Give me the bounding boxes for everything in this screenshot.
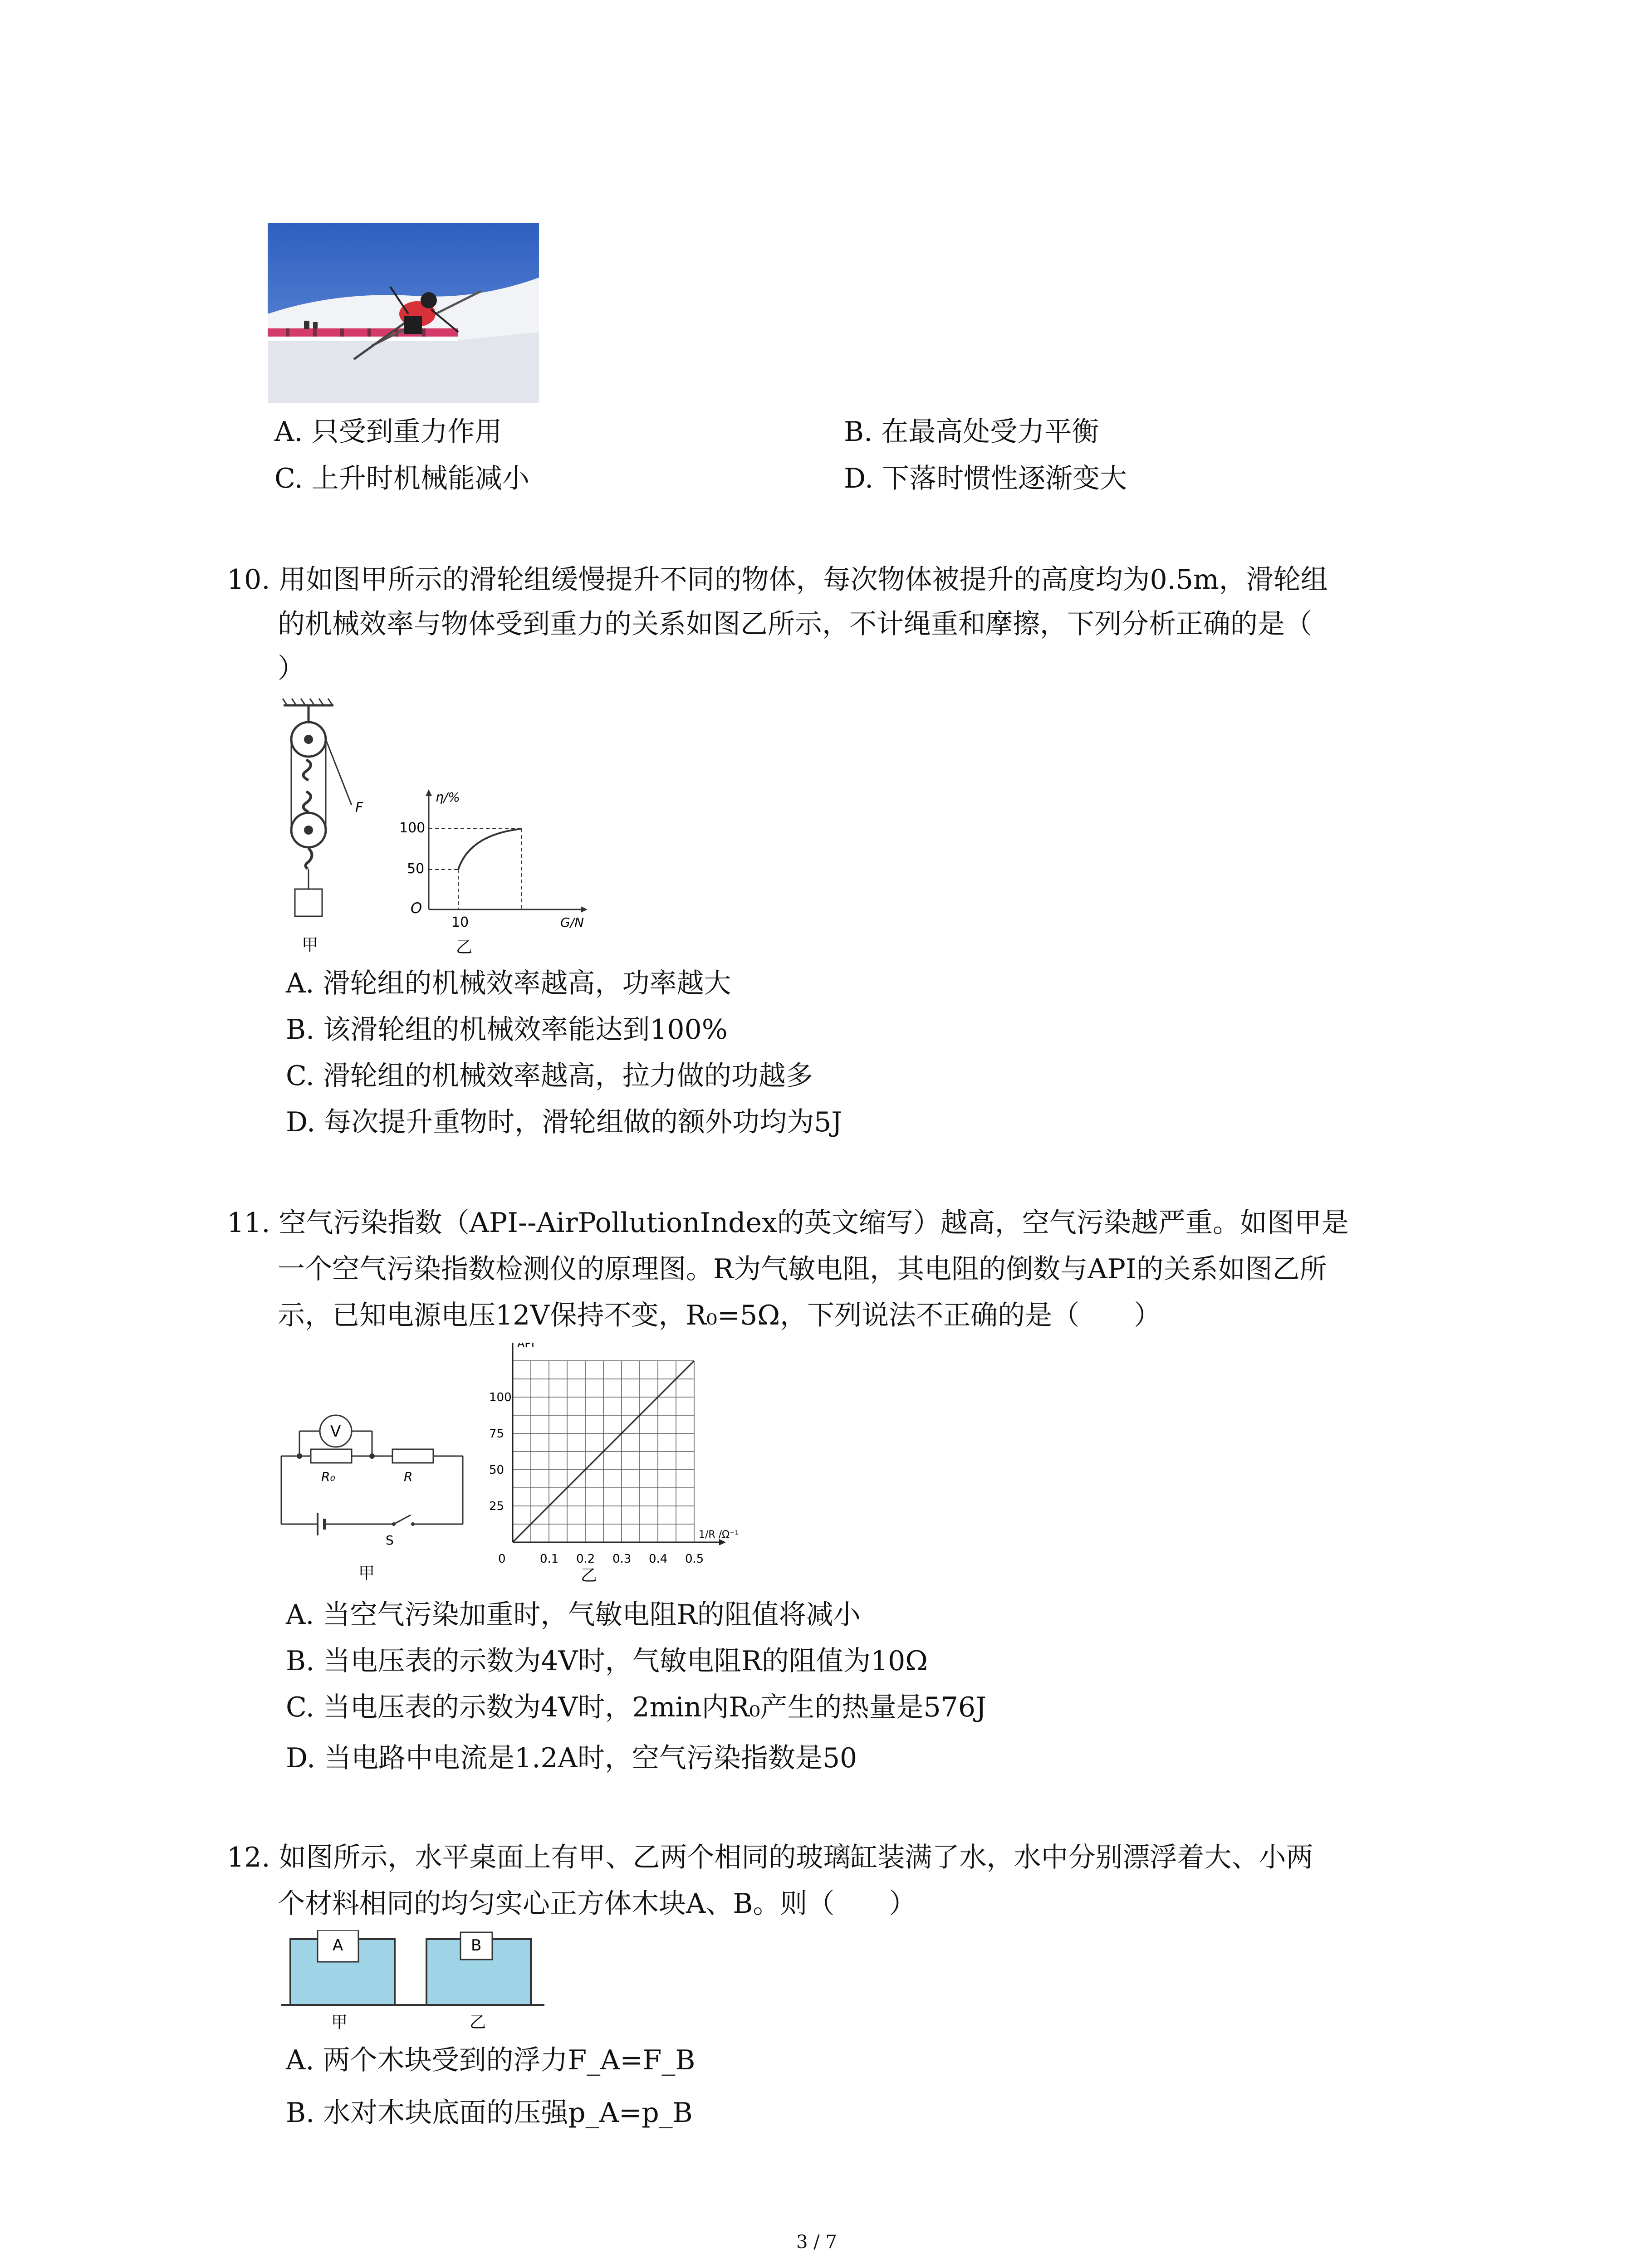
- q9-option-a: A. 只受到重力作用: [274, 416, 502, 448]
- r0-label: R₀: [321, 1469, 335, 1484]
- y-tick-label: 25: [489, 1500, 505, 1513]
- x-tick-10: 10: [451, 914, 469, 930]
- api-circuit-diagram: [281, 1415, 463, 1583]
- api-axis-label: API: [517, 1343, 534, 1350]
- q10-stem-line2: 的机械效率与物体受到重力的关系如图乙所示，不计绳重和摩擦，下列分析正确的是（: [278, 608, 1312, 640]
- pulley-system-diagram: [283, 699, 363, 954]
- q10-label-jia: 甲: [302, 936, 318, 954]
- origin-label: O: [411, 899, 422, 917]
- block-a-label: A: [333, 1936, 343, 1955]
- y-tick-label: 0: [498, 1552, 506, 1566]
- q12-option-a: A. 两个木块受到的浮力F_A=F_B: [286, 2044, 696, 2076]
- y-tick-label: 50: [489, 1463, 505, 1477]
- q11-figure-svg: [272, 1343, 771, 1597]
- x-tick-label: 0.2: [576, 1552, 595, 1566]
- q11-option-b: B. 当电压表的示数为4V时，气敏电阻R的阻值为10Ω: [286, 1645, 928, 1677]
- y-tick-label: 100: [489, 1391, 512, 1404]
- tank-jia: [290, 1930, 395, 2032]
- x-tick-label: 0.5: [685, 1552, 704, 1566]
- x-axis-label: 1/R /Ω⁻¹: [699, 1529, 739, 1540]
- q10-option-d: D. 每次提升重物时，滑轮组做的额外功均为5J: [286, 1106, 843, 1138]
- eta-axis-label: η/%: [436, 790, 460, 805]
- q10-label-yi: 乙: [456, 938, 473, 957]
- q10-option-a: A. 滑轮组的机械效率越高，功率越大: [286, 968, 731, 999]
- resistor-r0: [311, 1449, 352, 1463]
- skier-photo: [268, 223, 539, 403]
- q10-stem-line1: 10. 用如图甲所示的滑轮组缓慢提升不同的物体，每次物体被提升的高度均为0.5m，滑轮组: [227, 564, 1328, 596]
- efficiency-curve: [458, 829, 522, 870]
- q12-figure-svg: [281, 1930, 554, 2034]
- q10-option-c: C. 滑轮组的机械效率越高，拉力做的功越多: [286, 1060, 813, 1092]
- q10-figure-svg: [274, 696, 592, 964]
- q10-option-b: B. 该滑轮组的机械效率能达到100%: [286, 1014, 728, 1046]
- q12-label-yi: 乙: [470, 2013, 486, 2032]
- q11-figure: [272, 1343, 771, 1597]
- block-b-label: B: [471, 1936, 482, 1955]
- tank-yi: [426, 1932, 531, 2032]
- switch: [394, 1515, 411, 1524]
- y-tick-100: 100: [399, 820, 426, 836]
- api-chart: [489, 1343, 739, 1585]
- r-label: R: [404, 1469, 413, 1484]
- resistor-r: [392, 1449, 433, 1463]
- y-tick-50: 50: [407, 861, 425, 877]
- q12-figure: [281, 1930, 554, 2034]
- q10-stem-line3: ）: [278, 653, 305, 684]
- q11-label-jia: 甲: [358, 1564, 375, 1583]
- x-tick-label: 0.1: [540, 1552, 559, 1566]
- q9-option-d: D. 下落时惯性逐渐变大: [844, 463, 1127, 494]
- q11-stem-line2: 一个空气污染指数检测仪的原理图。R为气敏电阻，其电阻的倒数与API的关系如图乙所: [278, 1253, 1327, 1285]
- q11-label-yi: 乙: [581, 1566, 598, 1585]
- q12-stem-line2: 个材料相同的均匀实心正方体木块A、B。则（ ）: [278, 1888, 916, 1920]
- q11-stem-line3: 示，已知电源电压12V保持不变，R₀=5Ω，下列说法不正确的是（ ）: [278, 1300, 1161, 1331]
- g-axis-label: G/N: [560, 915, 584, 930]
- q11-option-d: D. 当电路中电流是1.2A时，空气污染指数是50: [286, 1742, 857, 1774]
- x-tick-label: 0.4: [649, 1552, 668, 1566]
- switch-label: S: [386, 1533, 394, 1548]
- efficiency-chart: [399, 789, 588, 957]
- y-tick-label: 75: [489, 1427, 505, 1441]
- voltmeter-label: V: [330, 1422, 341, 1441]
- q11-option-a: A. 当空气污染加重时，气敏电阻R的阻值将减小: [286, 1599, 861, 1631]
- force-label-f: F: [355, 800, 363, 816]
- q9-option-c: C. 上升时机械能减小: [274, 463, 529, 494]
- q9-option-b: B. 在最高处受力平衡: [844, 416, 1099, 448]
- q12-option-b: B. 水对木块底面的压强p_A=p_B: [286, 2097, 693, 2129]
- q12-stem-line1: 12. 如图所示，水平桌面上有甲、乙两个相同的玻璃缸装满了水，水中分别漂浮着大、小两: [227, 1842, 1313, 1873]
- q11-option-c: C. 当电压表的示数为4V时，2min内R₀产生的热量是576J: [286, 1691, 987, 1723]
- x-tick-label: 0.3: [612, 1552, 632, 1566]
- q11-stem-line1: 11. 空气污染指数（API--AirPollutionIndex的英文缩写）越高，空气污染越严重。如图甲是: [227, 1207, 1349, 1239]
- q12-label-jia: 甲: [331, 2013, 348, 2032]
- page-number: 3 / 7: [796, 2232, 837, 2253]
- q10-figure: [274, 696, 592, 964]
